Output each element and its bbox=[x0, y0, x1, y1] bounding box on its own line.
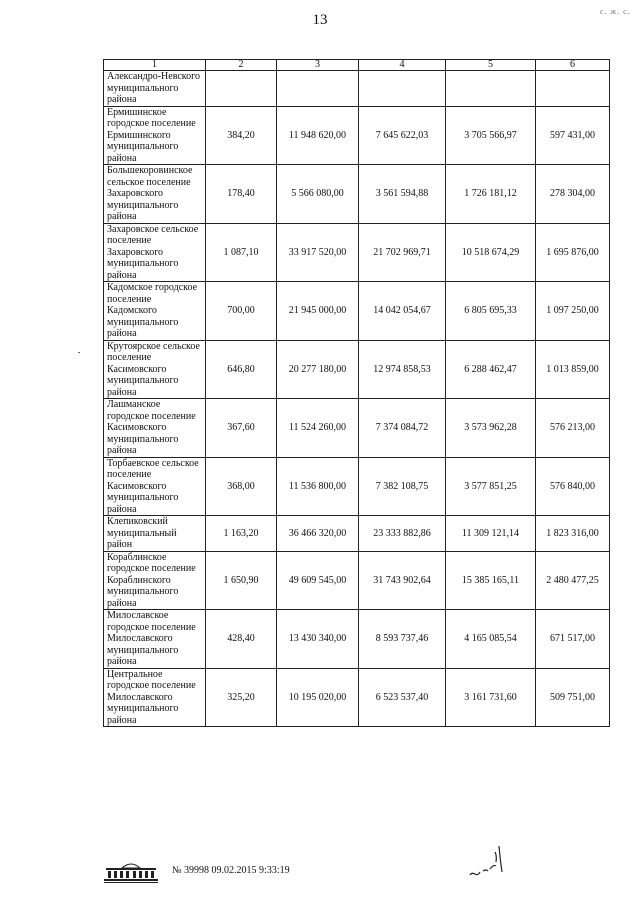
value-cell-c3: 21 945 000,00 bbox=[277, 282, 359, 341]
value-cell-c3 bbox=[277, 71, 359, 107]
column-header: 6 bbox=[536, 60, 610, 71]
column-header: 5 bbox=[446, 60, 536, 71]
municipality-name-cell: Большекоровинское сельское поселение Захаровского муниципального района bbox=[104, 165, 206, 224]
column-header: 4 bbox=[359, 60, 446, 71]
value-cell-c5: 3 577 851,25 bbox=[446, 457, 536, 516]
value-cell-c5: 11 309 121,14 bbox=[446, 516, 536, 552]
value-cell-c3: 33 917 520,00 bbox=[277, 223, 359, 282]
value-cell-c4: 8 593 737,46 bbox=[359, 610, 446, 669]
municipality-name-cell: Милославское городское поселение Милославского муниципального района bbox=[104, 610, 206, 669]
table-row bbox=[104, 551, 610, 610]
value-cell-c3: 11 536 800,00 bbox=[277, 457, 359, 516]
value-cell-c4: 7 382 108,75 bbox=[359, 457, 446, 516]
value-cell-c6: 278 304,00 bbox=[536, 165, 610, 224]
table-row bbox=[104, 165, 610, 224]
value-cell-c4: 7 645 622,03 bbox=[359, 106, 446, 165]
municipality-name-cell: Крутоярское сельское поселение Касимовского муниципального района bbox=[104, 340, 206, 399]
value-cell-c6: 1 695 876,00 bbox=[536, 223, 610, 282]
value-cell-c5: 4 165 085,54 bbox=[446, 610, 536, 669]
value-cell-c6: 671 517,00 bbox=[536, 610, 610, 669]
municipality-name-cell: Ермишинское городское поселение Ермишинского муниципального района bbox=[104, 106, 206, 165]
municipality-name-cell: Клепиковский муниципальный район bbox=[104, 516, 206, 552]
value-cell-c4: 21 702 969,71 bbox=[359, 223, 446, 282]
value-cell-c2: 428,40 bbox=[206, 610, 277, 669]
municipality-name-cell: Торбаевское сельское поселение Касимовского муниципального района bbox=[104, 457, 206, 516]
value-cell-c5: 6 288 462,47 bbox=[446, 340, 536, 399]
value-cell-c6: 2 480 477,25 bbox=[536, 551, 610, 610]
table-row bbox=[104, 457, 610, 516]
corner-mark: с. ж. с. bbox=[600, 7, 631, 16]
table-row bbox=[104, 668, 610, 727]
value-cell-c2: 1 163,20 bbox=[206, 516, 277, 552]
value-cell-c5 bbox=[446, 71, 536, 107]
margin-mark bbox=[78, 352, 80, 353]
value-cell-c5: 3 573 962,28 bbox=[446, 399, 536, 458]
value-cell-c6 bbox=[536, 71, 610, 107]
value-cell-c6: 576 840,00 bbox=[536, 457, 610, 516]
value-cell-c2 bbox=[206, 71, 277, 107]
municipality-name-cell: Лашманское городское поселение Касимовского муниципального района bbox=[104, 399, 206, 458]
value-cell-c4: 31 743 902,64 bbox=[359, 551, 446, 610]
value-cell-c5: 3 705 566,97 bbox=[446, 106, 536, 165]
municipality-name-cell: Кадомское городское поселение Кадомского муниципального района bbox=[104, 282, 206, 341]
value-cell-c6: 509 751,00 bbox=[536, 668, 610, 727]
value-cell-c4: 7 374 084,72 bbox=[359, 399, 446, 458]
value-cell-c2: 325,20 bbox=[206, 668, 277, 727]
value-cell-c5: 6 805 695,33 bbox=[446, 282, 536, 341]
value-cell-c3: 20 277 180,00 bbox=[277, 340, 359, 399]
header-row bbox=[104, 60, 610, 71]
table-row bbox=[104, 282, 610, 341]
value-cell-c3: 11 948 620,00 bbox=[277, 106, 359, 165]
value-cell-c2: 384,20 bbox=[206, 106, 277, 165]
value-cell-c2: 700,00 bbox=[206, 282, 277, 341]
value-cell-c3: 10 195 020,00 bbox=[277, 668, 359, 727]
value-cell-c6: 1 013 859,00 bbox=[536, 340, 610, 399]
value-cell-c4: 12 974 858,53 bbox=[359, 340, 446, 399]
value-cell-c4: 14 042 054,67 bbox=[359, 282, 446, 341]
table-row bbox=[104, 516, 610, 552]
value-cell-c5: 1 726 181,12 bbox=[446, 165, 536, 224]
value-cell-c6: 1 823 316,00 bbox=[536, 516, 610, 552]
value-cell-c4: 23 333 882,86 bbox=[359, 516, 446, 552]
value-cell-c6: 576 213,00 bbox=[536, 399, 610, 458]
municipality-name-cell: Кораблинское городское поселение Кораблинского муниципального района bbox=[104, 551, 206, 610]
value-cell-c3: 11 524 260,00 bbox=[277, 399, 359, 458]
value-cell-c4: 3 561 594,88 bbox=[359, 165, 446, 224]
table-body bbox=[104, 60, 610, 727]
column-header: 1 bbox=[104, 60, 206, 71]
table-row bbox=[104, 610, 610, 669]
municipality-name-cell: Центральное городское поселение Милославского муниципального района bbox=[104, 668, 206, 727]
value-cell-c5: 3 161 731,60 bbox=[446, 668, 536, 727]
column-header: 2 bbox=[206, 60, 277, 71]
document-stamp-text: № 39998 09.02.2015 9:33:19 bbox=[172, 865, 290, 876]
value-cell-c3: 36 466 320,00 bbox=[277, 516, 359, 552]
municipality-name-cell: Захаровское сельское поселение Захаровского муниципального района bbox=[104, 223, 206, 282]
value-cell-c2: 646,80 bbox=[206, 340, 277, 399]
library-stamp-icon bbox=[100, 859, 162, 885]
table-row bbox=[104, 71, 610, 107]
value-cell-c4: 6 523 537,40 bbox=[359, 668, 446, 727]
value-cell-c5: 15 385 165,11 bbox=[446, 551, 536, 610]
table-row bbox=[104, 106, 610, 165]
value-cell-c6: 597 431,00 bbox=[536, 106, 610, 165]
column-header: 3 bbox=[277, 60, 359, 71]
municipality-name-cell: Александро-Невского муниципального района bbox=[104, 71, 206, 107]
value-cell-c6: 1 097 250,00 bbox=[536, 282, 610, 341]
value-cell-c3: 5 566 080,00 bbox=[277, 165, 359, 224]
signature-icon bbox=[466, 842, 511, 882]
value-cell-c4 bbox=[359, 71, 446, 107]
value-cell-c3: 13 430 340,00 bbox=[277, 610, 359, 669]
data-table bbox=[103, 59, 610, 727]
table-row bbox=[104, 399, 610, 458]
value-cell-c2: 367,60 bbox=[206, 399, 277, 458]
value-cell-c2: 178,40 bbox=[206, 165, 277, 224]
value-cell-c2: 1 650,90 bbox=[206, 551, 277, 610]
value-cell-c2: 1 087,10 bbox=[206, 223, 277, 282]
value-cell-c3: 49 609 545,00 bbox=[277, 551, 359, 610]
value-cell-c5: 10 518 674,29 bbox=[446, 223, 536, 282]
page-number: 13 bbox=[312, 12, 328, 28]
table-row bbox=[104, 340, 610, 399]
table-row bbox=[104, 223, 610, 282]
value-cell-c2: 368,00 bbox=[206, 457, 277, 516]
